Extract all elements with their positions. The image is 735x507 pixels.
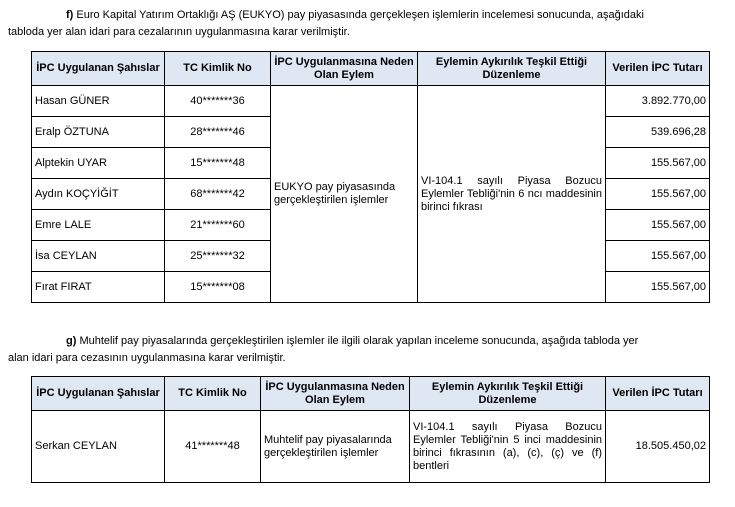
table-g-header-tc: TC Kimlik No — [165, 377, 261, 411]
table-f-header-tc: TC Kimlik No — [165, 52, 271, 86]
person-name: Aydın KOÇYİĞİT — [32, 179, 165, 210]
tc-number: 25*******32 — [165, 241, 271, 272]
table-f-header-row — [32, 52, 710, 86]
amount: 155.567,00 — [606, 241, 710, 272]
table-f-header-amount: Verilen İPC Tutarı — [606, 52, 710, 86]
table-f-header-person: İPC Uygulanan Şahıslar — [32, 52, 165, 86]
table-g-header-action: İPC Uygulanmasına Neden Olan Eylem — [261, 377, 410, 411]
table-f-header-regulation: Eylemin Aykırılık Teşkil Ettiği Düzenleme — [418, 52, 606, 86]
action-cell: Muhtelif pay piyasalarında gerçekleştirilen işlemler — [261, 411, 410, 483]
table-g — [31, 376, 710, 483]
person-name: Eralp ÖZTUNA — [32, 117, 165, 148]
person-name: İsa CEYLAN — [32, 241, 165, 272]
amount: 155.567,00 — [606, 272, 710, 303]
amount: 155.567,00 — [606, 179, 710, 210]
tc-number: 41*******48 — [165, 411, 261, 483]
table-g-header-row — [32, 377, 710, 411]
table-g-header-regulation: Eylemin Aykırılık Teşkil Ettiği Düzenleme — [410, 377, 606, 411]
table-g-header-person: İPC Uygulanan Şahıslar — [32, 377, 165, 411]
tc-number: 68*******42 — [165, 179, 271, 210]
table-g-header-amount: Verilen İPC Tutarı — [606, 377, 710, 411]
section-f-text-1: Euro Kapital Yatırım Ortaklığı AŞ (EUKYO) pay piyasasında gerçekleşen işlemlerin incelemesi sonucunda, aşağıdaki — [76, 9, 644, 21]
tc-number: 15*******48 — [165, 148, 271, 179]
table-f-header-action: İPC Uygulanmasına Neden Olan Eylem — [271, 52, 418, 86]
section-f-text-2: tabloda yer alan idari para cezalarının uygulanmasına karar verilmiştir. — [8, 26, 350, 38]
amount: 3.892.770,00 — [606, 86, 710, 117]
section-g-paragraph — [8, 333, 708, 367]
person-name: Serkan CEYLAN — [32, 411, 165, 483]
amount: 155.567,00 — [606, 210, 710, 241]
person-name: Fırat FIRAT — [32, 272, 165, 303]
section-g-text-1: Muhtelif pay piyasalarında gerçekleştirilen işlemler ile ilgili olarak yapılan inceleme sonucunda, aşağıda tabloda yer — [79, 335, 639, 347]
tc-number: 15*******08 — [165, 272, 271, 303]
regulation-cell: VI-104.1 sayılı Piyasa Bozucu Eylemler Tebliği'nin 5 inci maddesinin birinci fıkrasının (a), (c), (ç) ve (f) bentleri — [410, 411, 606, 483]
section-g-text-2: alan idari para cezasının uygulanmasına karar verilmiştir. — [8, 352, 286, 364]
amount: 18.505.450,02 — [606, 411, 710, 483]
table-row — [32, 86, 710, 117]
tc-number: 21*******60 — [165, 210, 271, 241]
action-cell: EUKYO pay piyasasında gerçekleştirilen işlemler — [271, 86, 418, 303]
amount: 539.696,28 — [606, 117, 710, 148]
amount: 155.567,00 — [606, 148, 710, 179]
person-name: Emre LALE — [32, 210, 165, 241]
section-f-letter: f) — [66, 9, 74, 21]
person-name: Alptekin UYAR — [32, 148, 165, 179]
person-name: Hasan GÜNER — [32, 86, 165, 117]
tc-number: 28*******46 — [165, 117, 271, 148]
table-f — [31, 51, 710, 303]
tc-number: 40*******36 — [165, 86, 271, 117]
section-g-letter: g) — [66, 335, 77, 347]
table-row — [32, 411, 710, 483]
section-f-paragraph — [8, 7, 708, 41]
regulation-cell: VI-104.1 sayılı Piyasa Bozucu Eylemler Tebliği'nin 6 ncı maddesinin birinci fıkrası — [418, 86, 606, 303]
